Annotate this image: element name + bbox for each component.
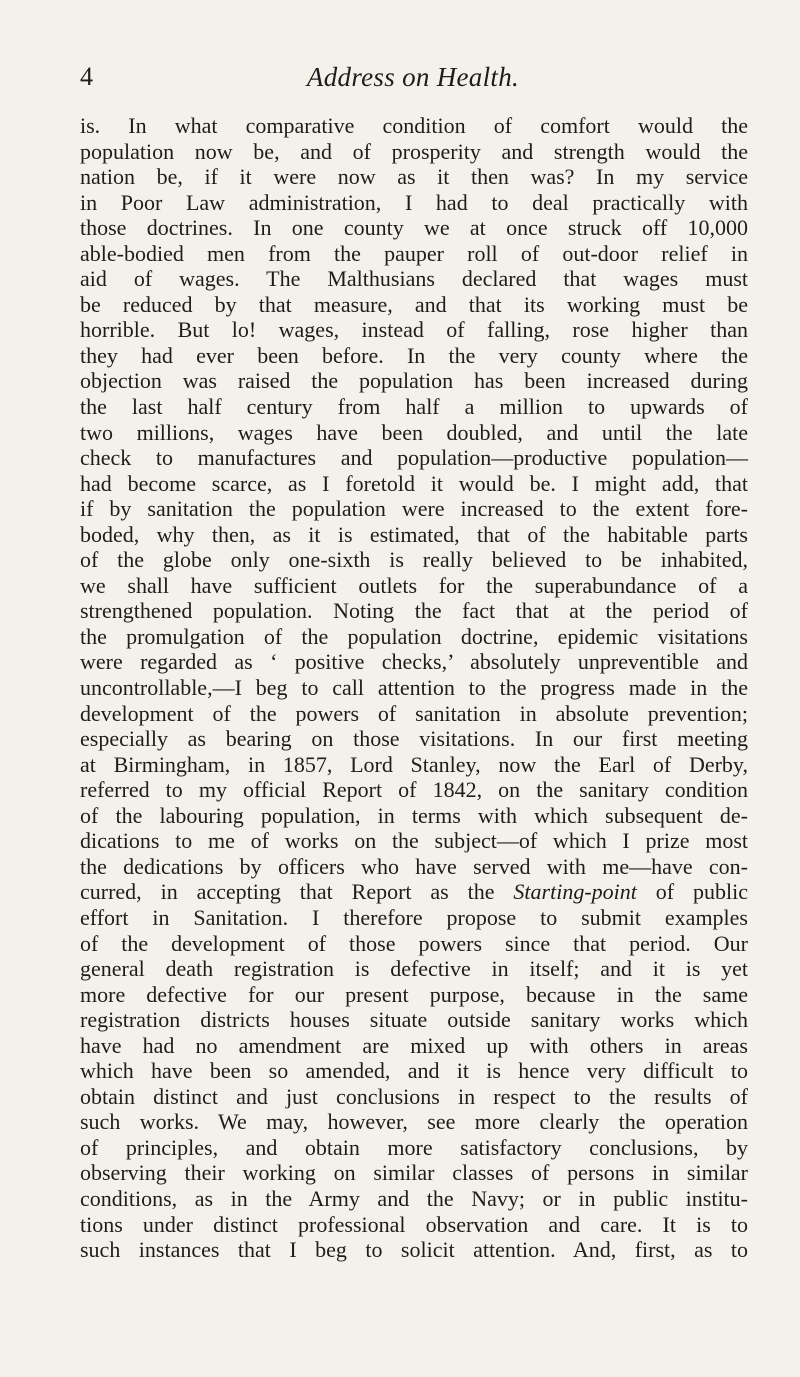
text-line: conditions, as in the Army and the Navy; or in public institu- — [80, 1185, 748, 1211]
text-line: general death registration is defective in itself; and it is yet — [80, 956, 748, 982]
text-line: effort in Sanitation. I therefore propose to submit examples — [80, 904, 748, 930]
line-segment: of public — [636, 879, 748, 905]
text-line: were regarded as ‘ positive checks,’ absolutely unpreventible and — [80, 649, 748, 675]
text-line: horrible. But lo! wages, instead of falling, rose higher than — [80, 317, 748, 343]
text-line: of the labouring population, in terms with which subsequent de- — [80, 802, 748, 828]
body-paragraph — [80, 113, 748, 1263]
text-line: registration districts houses situate outside sanitary works which — [80, 1007, 748, 1033]
emphasized-phrase: Starting-point — [513, 879, 637, 905]
text-line: they had ever been before. In the very county where the — [80, 342, 748, 368]
text-line: the promulgation of the population doctrine, epidemic visitations — [80, 623, 748, 649]
text-line: check to manufactures and population—productive population— — [80, 445, 748, 471]
text-line: objection was raised the population has been increased during — [80, 368, 748, 394]
text-line: referred to my official Report of 1842, on the sanitary condition — [80, 777, 748, 803]
text-line: dications to me of works on the subject—of which I prize most — [80, 828, 748, 854]
text-line: we shall have sufficient outlets for the superabundance of a — [80, 572, 748, 598]
text-line: if by sanitation the population were increased to the extent fore- — [80, 496, 748, 522]
text-line: the last half century from half a million to upwards of — [80, 394, 748, 420]
text-line: be reduced by that measure, and that its working must be — [80, 291, 748, 317]
text-line: especially as bearing on those visitations. In our first meeting — [80, 726, 748, 752]
text-line: which have been so amended, and it is hence very difficult to — [80, 1058, 748, 1084]
text-line: of the globe only one-sixth is really believed to be inhabited, — [80, 547, 748, 573]
running-head — [80, 62, 746, 102]
text-line: obtain distinct and just conclusions in respect to the results of — [80, 1083, 748, 1109]
line-segment: curred, in accepting that Report as the — [80, 879, 514, 905]
text-line: is. In what comparative condition of comfort would the — [80, 113, 748, 138]
text-line: in Poor Law administration, I had to deal practically with — [80, 189, 748, 215]
text-line: boded, why then, as it is estimated, that of the habitable parts — [80, 521, 748, 547]
text-line: able-bodied men from the pauper roll of out-door relief in — [80, 240, 748, 266]
text-line: population now be, and of prosperity and strength would the — [80, 138, 748, 164]
text-line: more defective for our present purpose, because in the same — [80, 981, 748, 1007]
text-line: tions under distinct professional observation and care. It is to — [80, 1211, 748, 1237]
text-line: observing their working on similar classes of persons in similar — [80, 1160, 748, 1186]
text-line: such works. We may, however, see more clearly the operation — [80, 1109, 748, 1135]
text-line: the dedications by officers who have served with me—have con- — [80, 853, 748, 879]
text-line: nation be, if it were now as it then was? In my service — [80, 164, 748, 190]
text-line: development of the powers of sanitation in absolute prevention; — [80, 700, 748, 726]
text-line: at Birmingham, in 1857, Lord Stanley, now the Earl of Derby, — [80, 751, 748, 777]
text-line: two millions, wages have been doubled, and until the late — [80, 419, 748, 445]
text-line: of principles, and obtain more satisfactory conclusions, by — [80, 1134, 748, 1160]
text-line: uncontrollable,—I beg to call attention to the progress made in the — [80, 675, 748, 701]
text-line: strengthened population. Noting the fact that at the period of — [80, 598, 748, 624]
text-line: such instances that I beg to solicit attention. And, first, as to — [80, 1237, 748, 1263]
running-title: Address on Health. — [306, 62, 520, 92]
text-line: had become scarce, as I foretold it would be. I might add, that — [80, 470, 748, 496]
text-line: of the development of those powers since that period. Our — [80, 930, 748, 956]
text-line-with-emphasis — [80, 879, 748, 905]
text-line: aid of wages. The Malthusians declared that wages must — [80, 266, 748, 292]
page-number: 4 — [80, 62, 93, 91]
text-line: have had no amendment are mixed up with others in areas — [80, 1032, 748, 1058]
text-line: those doctrines. In one county we at once struck off 10,000 — [80, 215, 748, 241]
